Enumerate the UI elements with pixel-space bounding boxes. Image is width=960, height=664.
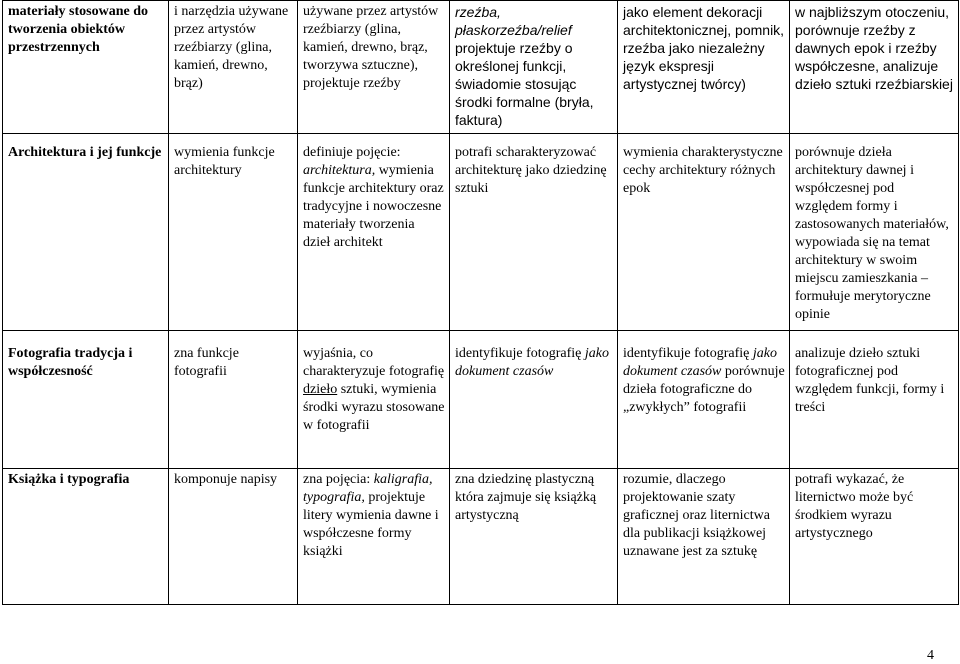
topic-cell: Fotografia tradycja i współczesność	[3, 331, 169, 469]
topic-cell: Książka i typografia	[3, 469, 169, 605]
cell-level-2: definiuje pojęcie: architektura, wymienia funkcje architektury oraz tradycyjne i nowoczesne materiały tworzenia dzieł architekt	[298, 134, 450, 331]
cell-level-1: i narzędzia używane przez artystów rzeźbiarzy (glina, kamień, drewno, brąz)	[169, 1, 298, 134]
cell-level-2: wyjaśnia, co charakteryzuje fotografię dzieło sztuki, wymienia środki wyrazu stosowane w fotografii	[298, 331, 450, 469]
cell-level-2: zna pojęcia: kaligrafia, typografia, projektuje litery wymienia dawne i współczesne formy książki	[298, 469, 450, 605]
cell-level-1: komponuje napisy	[169, 469, 298, 605]
cell-level-1: wymienia funkcje architektury	[169, 134, 298, 331]
page-number: 4	[927, 648, 934, 663]
topic-cell: materiały stosowane do tworzenia obiektów przestrzennych	[3, 1, 169, 134]
cell-level-5: w najbliższym otoczeniu, porównuje rzeźby z dawnych epok i rzeźby współczesne, analizuje dzieło sztuki rzeźbiarskiej	[790, 1, 959, 134]
cell-level-5: potrafi wykazać, że liternictwo może być środkiem wyrazu artystycznego	[790, 469, 959, 605]
cell-level-3: zna dziedzinę plastyczną która zajmuje się książką artystyczną	[450, 469, 618, 605]
topic-cell: Architektura i jej funkcje	[3, 134, 169, 331]
table-row	[3, 1, 959, 134]
cell-level-3: potrafi scharakteryzować architekturę jako dziedzinę sztuki	[450, 134, 618, 331]
cell-level-4: identyfikuje fotografię jako dokument czasów porównuje dzieła fotograficzne do „zwykłych” fotografii	[618, 331, 790, 469]
cell-level-4: wymienia charakterystyczne cechy architektury różnych epok	[618, 134, 790, 331]
table-row	[3, 469, 959, 605]
cell-level-4: rozumie, dlaczego projektowanie szaty graficznej oraz liternictwa dla publikacji książkowej uznawane jest za sztukę	[618, 469, 790, 605]
table-row	[3, 134, 959, 331]
cell-level-3: identyfikuje fotografię jako dokument czasów	[450, 331, 618, 469]
cell-level-5: porównuje dzieła architektury dawnej i współczesnej pod względem formy i zastosowanych materiałów, wypowiada się na temat architektury w swoim miejscu zamieszkania – formułuje merytoryczne opinie	[790, 134, 959, 331]
curriculum-table	[2, 0, 959, 605]
cell-level-2: używane przez artystów rzeźbiarzy (glina, kamień, drewno, brąz, tworzywa sztuczne), projektuje rzeźby	[298, 1, 450, 134]
cell-level-5: analizuje dzieło sztuki fotograficznej pod względem funkcji, formy i treści	[790, 331, 959, 469]
table-row	[3, 331, 959, 469]
cell-level-1: zna funkcje fotografii	[169, 331, 298, 469]
cell-level-3: rzeźba, płaskorzeźba/relief projektuje rzeźby o określonej funkcji, świadomie stosując środki formalne (bryła, faktura)	[450, 1, 618, 134]
cell-level-4: jako element dekoracji architektonicznej, pomnik, rzeźba jako niezależny język ekspresji artystycznej twórcy)	[618, 1, 790, 134]
